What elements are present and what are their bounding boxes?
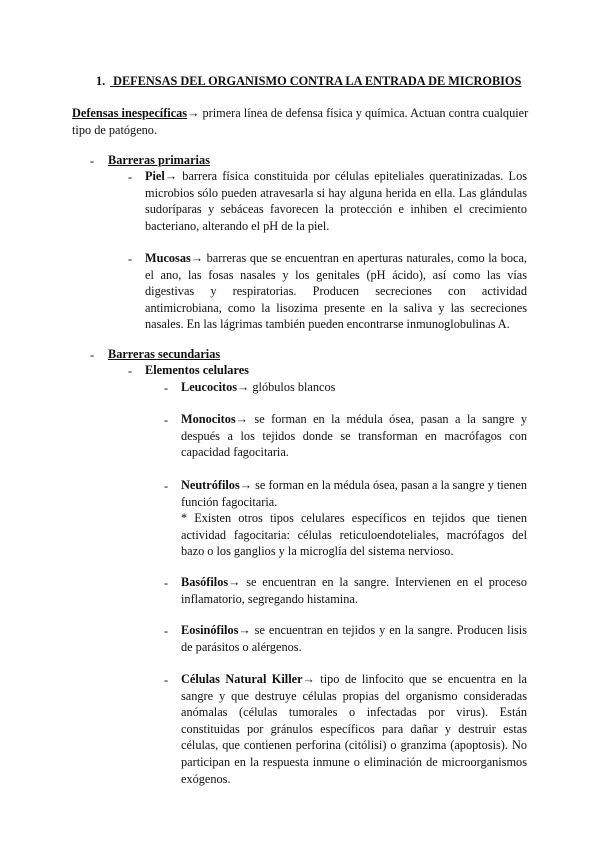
item-term: Piel — [145, 169, 165, 183]
item-mucosas — [145, 250, 527, 333]
item-note: * Existen otros tipos celulares específicos en tejidos que tienen actividad fagocitaria: células reticuloendoteliales, macrófagos del bazo o los ganglios y la microglía del sistema nervioso. — [181, 511, 527, 559]
bullet-dash: - — [164, 624, 169, 638]
item-eosinofilos — [181, 622, 527, 655]
item-natural-killer — [181, 671, 527, 787]
bullet-dash: - — [164, 381, 169, 395]
bullet-dash: - — [164, 673, 169, 687]
bullet-dash: - — [164, 413, 169, 427]
item-leucocitos — [181, 379, 527, 396]
item-term: Monocitos — [181, 412, 236, 426]
intro-paragraph — [72, 105, 542, 138]
bullet-dash: - — [128, 364, 133, 378]
item-neutrofilos — [181, 477, 527, 560]
bullet-dash: - — [128, 170, 133, 184]
item-text: → glóbulos blancos — [237, 380, 336, 394]
item-monocitos — [181, 411, 527, 461]
intro-text: → primera línea de defensa física y química. Actuan contra cualquier tipo de patógeno. — [72, 106, 529, 137]
item-term: Células Natural Killer→ — [181, 672, 315, 686]
item-piel — [145, 168, 527, 234]
bullet-dash: - — [164, 576, 169, 590]
item-text: → se encuentran en tejidos y en la sangre. Producen lisis de parásitos o alérgenos. — [181, 623, 527, 654]
item-term: Basófilos — [181, 575, 229, 589]
bullet-dash: - — [90, 348, 95, 362]
item-basofilos — [181, 574, 527, 607]
intro-term: Defensas inespecíficas — [72, 106, 188, 120]
item-text: se forman en la médula ósea, pasan a la sangre y tienen función fagocitaria. — [181, 478, 527, 509]
section-number: 1. — [96, 74, 106, 88]
item-term: Mucosas — [145, 251, 191, 265]
item-term: Leucocitos — [181, 380, 238, 394]
primarias-heading: Barreras primarias — [108, 153, 210, 167]
item-term: Eosinófilos — [181, 623, 239, 637]
secundarias-subheading: Elementos celulares — [145, 363, 249, 377]
item-text: → barrera física constituida por células epiteliales queratinizadas. Los microbios sólo pueden atravesarla si hay alguna herida en ella. Las glándulas sudoríparas y sebáceas favorecen la protección e inhiben el crecimiento bacteriano, alterando el pH de la piel. — [145, 169, 527, 233]
bullet-dash: - — [128, 252, 133, 266]
bullet-dash: - — [90, 154, 95, 168]
item-text: → barreras que se encuentran en aperturas naturales, como la boca, el ano, las fosas nasales y los genitales (pH ácido), así como las vías digestivas y respiratorias. Producen secreciones con actividad antimicrobiana, como la lisozima presente en la saliva y las secreciones nasales. En las lágrimas también pueden encontrarse inmunoglobulinas A. — [145, 251, 527, 332]
item-term: Neutrófilos→ — [181, 478, 253, 492]
secundarias-heading: Barreras secundarias — [108, 347, 221, 361]
section-title — [96, 73, 546, 89]
item-text: → se encuentran en la sangre. Intervienen en el proceso inflamatorio, segregando histamina. — [181, 575, 527, 606]
item-text: tipo de linfocito que se encuentra en la sangre y que destruye células propias del organismo consideradas anómalas (células tumorales o infectadas por virus). Están constituidas por gránulos específicos para dañar y destruir estas células, que contienen perforina (citólisi) o granzima (apoptosis). No participan en la respuesta inmune o eliminación de microorganismos exógenos. — [181, 672, 528, 786]
item-text: → se forman en la médula ósea, pasan a la sangre y después a los tejidos donde se transforman en macrófagos con capacidad fagocitaria. — [181, 412, 527, 460]
bullet-dash: - — [164, 479, 169, 493]
section-title-text: DEFENSAS DEL ORGANISMO CONTRA LA ENTRADA DE MICROBIOS — [113, 74, 522, 88]
